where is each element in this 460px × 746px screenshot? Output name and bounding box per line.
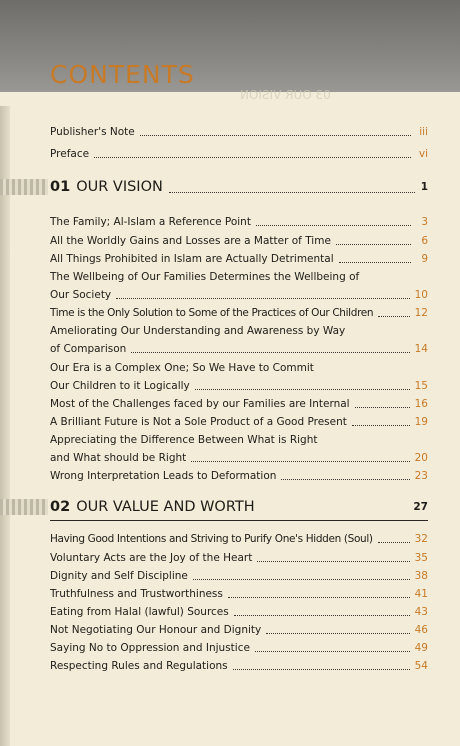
leader-dots: [257, 561, 409, 562]
toc-entry[interactable]: [50, 414, 428, 430]
toc-entry[interactable]: [50, 658, 428, 674]
leader-dots: [281, 479, 409, 480]
leader-dots: [228, 597, 410, 598]
page-edge-shadow: [0, 106, 10, 746]
toc-entry[interactable]: [50, 586, 428, 602]
toc-entry-title: Truthfulness and Trustworthiness: [50, 588, 223, 600]
toc-entry-page: 15: [414, 380, 428, 392]
toc-entry[interactable]: [50, 124, 428, 140]
toc-entry-page: 16: [414, 398, 428, 410]
page-title: CONTENTS: [50, 60, 195, 89]
section-rule: [50, 520, 428, 521]
section-heading[interactable]: [50, 496, 428, 518]
toc-entry[interactable]: [50, 550, 428, 566]
leader-dots: [193, 579, 410, 580]
toc-entry-title: Voluntary Acts are the Joy of the Heart: [50, 552, 253, 564]
toc-entry-title: Time is the Only Solution to Some of the Practices of Our Children: [50, 307, 374, 319]
section-title: OUR VALUE AND WORTH: [76, 499, 255, 515]
leader-dots: [256, 225, 411, 226]
leader-dots: [191, 461, 409, 462]
section-title: OUR VISION: [76, 179, 163, 195]
leader-dots: [378, 542, 410, 543]
toc-entry-title: Our Children to it Logically: [50, 380, 190, 392]
leader-dots: [234, 615, 410, 616]
toc-entry-page: vi: [418, 148, 428, 160]
leader-dots: [352, 425, 410, 426]
toc-entry-title: and What should be Right: [50, 452, 187, 464]
toc-entry-title: The Wellbeing of Our Families Determines the Wellbeing of: [50, 271, 360, 283]
toc-entry-page: 43: [414, 606, 428, 618]
toc-entry-page: 20: [414, 452, 428, 464]
toc-entry[interactable]: [50, 251, 428, 267]
toc-entry-title: Dignity and Self Discipline: [50, 570, 188, 582]
leader-dots: [233, 669, 410, 670]
toc-entry-page: 46: [414, 624, 428, 636]
bleed-through-text: 03 OUR VISION: [240, 88, 331, 102]
section-heading[interactable]: [50, 176, 428, 198]
toc-entry-page: iii: [419, 126, 428, 138]
toc-entry-title: The Family; Al-Islam a Reference Point: [50, 216, 251, 228]
toc-entry-page: 41: [414, 588, 428, 600]
toc-entry-title: Wrong Interpretation Leads to Deformation: [50, 470, 277, 482]
toc-entry-line[interactable]: [50, 269, 428, 285]
section-number: 02: [50, 499, 71, 515]
toc-entry-page: 38: [414, 570, 428, 582]
toc-entry-title: Not Negotiating Our Honour and Dignity: [50, 624, 262, 636]
leader-dots: [378, 316, 409, 317]
toc-entry[interactable]: [50, 378, 428, 394]
toc-entry-page: 14: [414, 343, 428, 355]
toc-entry-title: Eating from Halal (lawful) Sources: [50, 606, 229, 618]
toc-entry-title: All Things Prohibited in Islam are Actually Detrimental: [50, 253, 334, 265]
leader-dots: [336, 244, 411, 245]
section-marker-band: [0, 179, 48, 195]
leader-dots: [116, 298, 409, 299]
toc-entry-title: Preface: [50, 148, 90, 160]
toc-entry-title: All the Worldly Gains and Losses are a Matter of Time: [50, 235, 331, 247]
toc-entry[interactable]: [50, 531, 428, 547]
toc-entry[interactable]: [50, 450, 428, 466]
toc-entry-title: Our Society: [50, 289, 112, 301]
toc-entry-title: A Brilliant Future is Not a Sole Product of a Good Present: [50, 416, 347, 428]
section-marker-band: [0, 499, 48, 515]
toc-entry-page: 35: [414, 552, 428, 564]
leader-dots: [266, 633, 409, 634]
toc-entry-page: 32: [414, 533, 428, 545]
toc-entry-title: Ameliorating Our Understanding and Awareness by Way: [50, 325, 346, 337]
toc-entry[interactable]: [50, 287, 428, 303]
toc-entry-page: 54: [414, 660, 428, 672]
section-page: 27: [413, 501, 428, 513]
toc-entry-page: 49: [414, 642, 428, 654]
toc-entry-title: Publisher's Note: [50, 126, 135, 138]
toc-entry-page: 19: [414, 416, 428, 428]
leader-dots: [169, 192, 415, 193]
leader-dots: [140, 135, 411, 136]
section-number: 01: [50, 179, 71, 195]
toc-entry[interactable]: [50, 305, 428, 321]
toc-entry[interactable]: [50, 233, 428, 249]
toc-entry-line[interactable]: [50, 360, 428, 376]
toc-entry[interactable]: [50, 396, 428, 412]
toc-entry[interactable]: [50, 622, 428, 638]
toc-entry[interactable]: [50, 604, 428, 620]
toc-entry-page: 6: [421, 235, 428, 247]
toc-entry-page: 10: [414, 289, 428, 301]
toc-entry-page: 3: [421, 216, 428, 228]
leader-dots: [195, 389, 410, 390]
toc-entry-page: 9: [421, 253, 428, 265]
toc-entry-page: 12: [414, 307, 428, 319]
toc-entry-title: Respecting Rules and Regulations: [50, 660, 228, 672]
toc-entry[interactable]: [50, 468, 428, 484]
toc-entry-title: Most of the Challenges faced by our Families are Internal: [50, 398, 350, 410]
toc-entry-title: of Comparison: [50, 343, 127, 355]
toc-entry[interactable]: [50, 341, 428, 357]
leader-dots: [94, 157, 411, 158]
section-page: 1: [420, 181, 428, 193]
toc-entry-title: Having Good Intentions and Striving to Purify One's Hidden (Soul): [50, 533, 373, 545]
toc-entry-title: Our Era is a Complex One; So We Have to Commit: [50, 362, 314, 374]
toc-entry-title: Appreciating the Difference Between What is Right: [50, 434, 318, 446]
toc-entry-line[interactable]: [50, 432, 428, 448]
toc-entry[interactable]: [50, 640, 428, 656]
leader-dots: [131, 352, 409, 353]
leader-dots: [255, 651, 410, 652]
toc-entry[interactable]: [50, 214, 428, 230]
toc-entry-line[interactable]: [50, 323, 428, 339]
toc-entry[interactable]: [50, 568, 428, 584]
leader-dots: [355, 407, 410, 408]
toc-entry-page: 23: [414, 470, 428, 482]
leader-dots: [339, 262, 411, 263]
toc-entry[interactable]: [50, 146, 428, 162]
toc-entry-title: Saying No to Oppression and Injustice: [50, 642, 250, 654]
